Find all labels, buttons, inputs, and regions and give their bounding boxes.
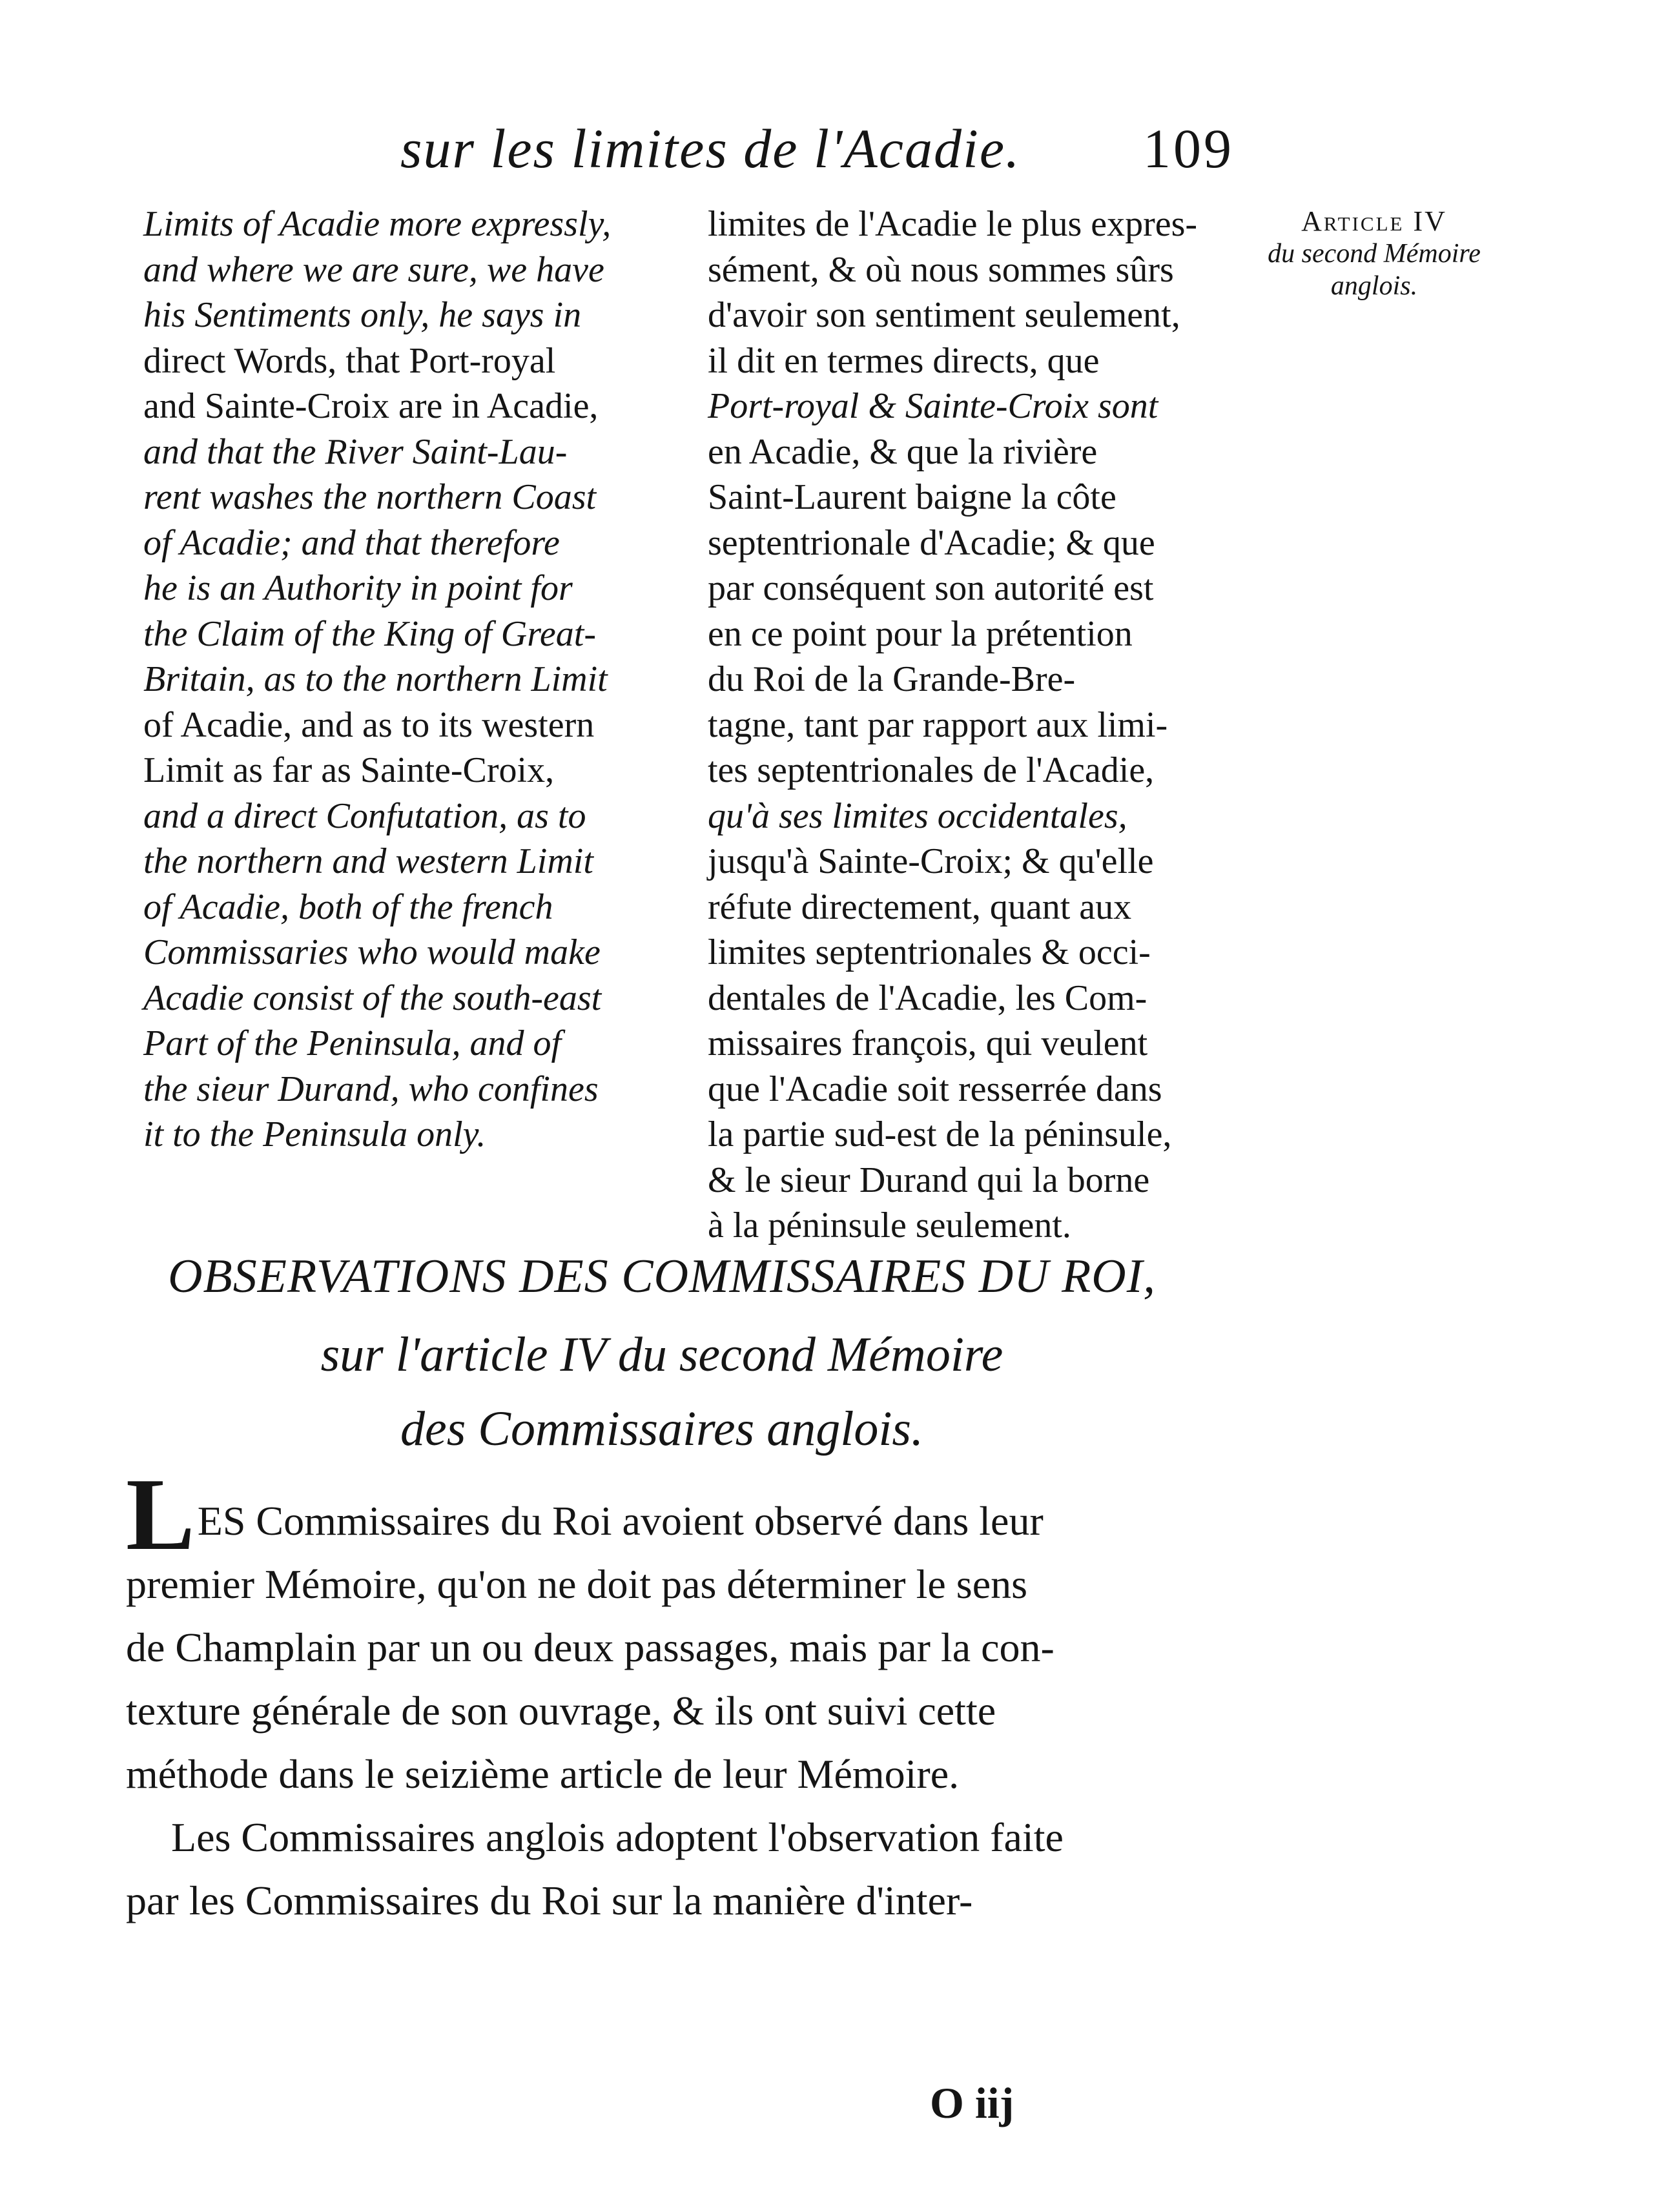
english-line: Britain, as to the northern Limit	[143, 659, 608, 699]
english-line: it to the Peninsula only.	[143, 1114, 486, 1154]
french-line: en Acadie, & que la rivière	[708, 431, 1098, 472]
french-line: Port-royal & Sainte-Croix sont	[708, 386, 1158, 426]
margin-note-subtitle: du second Mémoire anglois.	[1268, 239, 1481, 301]
french-line: sément, & où nous sommes sûrs	[708, 249, 1174, 290]
french-line: limites septentrionales & occi-	[708, 932, 1151, 972]
english-line: Part of the Peninsula, and of	[143, 1023, 562, 1063]
section-heading-line-1: OBSERVATIONS DES COMMISSAIRES DU ROI,	[168, 1250, 1156, 1303]
english-line: of Acadie, both of the french	[143, 886, 553, 927]
french-line: qu'à ses limites occidentales,	[708, 795, 1127, 836]
french-line: septentrionale d'Acadie; & que	[708, 522, 1155, 563]
english-column	[143, 201, 673, 1158]
english-line: the Claim of the King of Great-	[143, 613, 596, 654]
french-line: Saint-Laurent baigne la côte	[708, 477, 1116, 517]
body-line: de Champlain par un ou deux passages, mais par la con-	[126, 1624, 1055, 1670]
body-line: Les Commissaires anglois adoptent l'observation faite	[171, 1814, 1064, 1860]
french-column	[708, 201, 1244, 1249]
english-line: of Acadie; and that therefore	[143, 522, 560, 563]
french-line: du Roi de la Grande-Bre-	[708, 659, 1076, 699]
drop-cap: L	[126, 1457, 195, 1572]
english-line: direct Words, that Port-royal	[143, 340, 556, 381]
english-line: and that the River Saint-Lau-	[143, 431, 568, 472]
french-line: & le sieur Durand qui la borne	[708, 1160, 1150, 1200]
english-line: he is an Authority in point for	[143, 568, 573, 608]
french-line: missaires françois, qui veulent	[708, 1023, 1148, 1063]
body-line-text: ES Commissaires du Roi avoient observé dans leur	[197, 1498, 1044, 1544]
french-line: par conséquent son autorité est	[708, 568, 1154, 608]
section-heading-line-3: des Commissaires anglois.	[400, 1402, 924, 1456]
french-line: réfute directement, quant aux	[708, 886, 1132, 927]
body-line: par les Commissaires du Roi sur la manière d'inter-	[126, 1878, 973, 1923]
english-line: and Sainte-Croix are in Acadie,	[143, 386, 599, 426]
english-line: rent washes the northern Coast	[143, 477, 597, 517]
margin-note	[1264, 205, 1484, 302]
catchword-signature: O iij	[930, 2078, 1014, 2127]
french-line: à la péninsule seulement.	[708, 1205, 1071, 1245]
french-line: tagne, tant par rapport aux limi-	[708, 704, 1168, 745]
body-line: premier Mémoire, qu'on ne doit pas déterminer le sens	[126, 1561, 1027, 1607]
english-line: the northern and western Limit	[143, 841, 593, 881]
body-line	[126, 1457, 1237, 1572]
english-line: Commissaries who would make	[143, 932, 601, 972]
french-line: tes septentrionales de l'Acadie,	[708, 750, 1155, 790]
english-line: and a direct Confutation, as to	[143, 795, 586, 836]
french-line: il dit en termes directs, que	[708, 340, 1100, 381]
english-line: Acadie consist of the south-east	[143, 978, 602, 1018]
french-line: dentales de l'Acadie, les Com-	[708, 978, 1147, 1018]
english-line: Limit as far as Sainte-Croix,	[143, 750, 555, 790]
english-line: his Sentiments only, he says in	[143, 295, 582, 335]
english-line: and where we are sure, we have	[143, 249, 604, 290]
french-line: jusqu'à Sainte-Croix; & qu'elle	[708, 841, 1154, 881]
section-heading-line-2: sur l'article IV du second Mémoire	[320, 1327, 1003, 1382]
body-paragraphs	[126, 1457, 1237, 1932]
english-line: Limits of Acadie more expressly,	[143, 204, 612, 244]
body-line: texture générale de son ouvrage, & ils ont suivi cette	[126, 1688, 996, 1734]
margin-note-title: Article IV	[1301, 205, 1447, 237]
french-line: limites de l'Acadie le plus expres-	[708, 204, 1198, 244]
french-line: d'avoir son sentiment seulement,	[708, 295, 1180, 335]
french-line: en ce point pour la prétention	[708, 613, 1133, 654]
english-line: of Acadie, and as to its western	[143, 704, 595, 745]
page-number: 109	[1143, 118, 1234, 179]
body-line: méthode dans le seizième article de leur Mémoire.	[126, 1751, 960, 1797]
english-line: the sieur Durand, who confines	[143, 1069, 599, 1109]
running-head: sur les limites de l'Acadie.	[400, 118, 1021, 179]
french-line: la partie sud-est de la péninsule,	[708, 1114, 1172, 1154]
french-line: que l'Acadie soit resserrée dans	[708, 1069, 1162, 1109]
